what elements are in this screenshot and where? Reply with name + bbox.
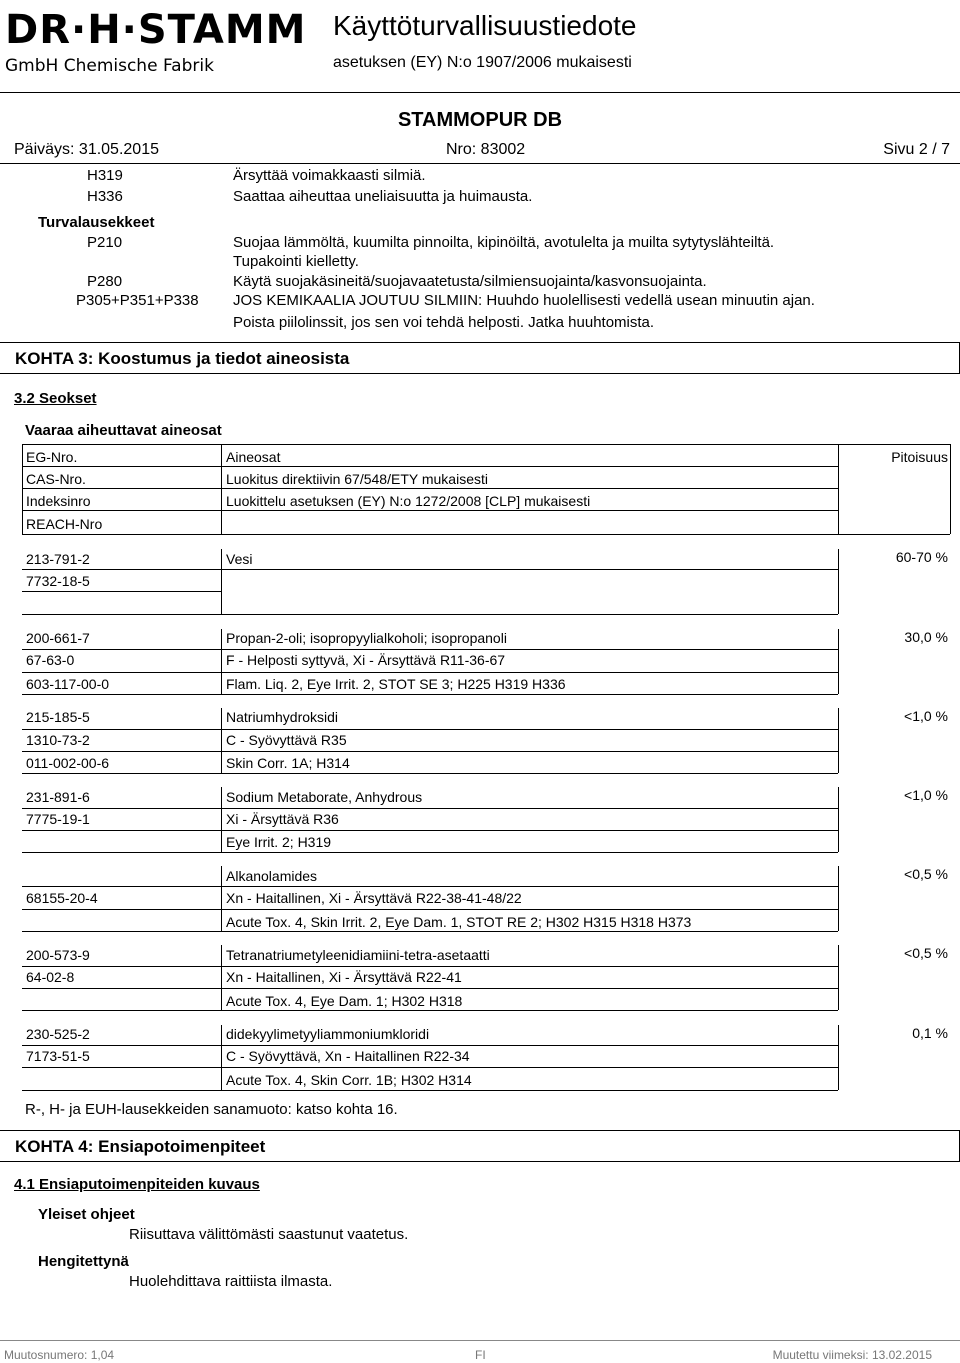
precautionary-text: Tupakointi kielletty.	[233, 253, 359, 270]
row-border	[22, 1090, 838, 1091]
cell-classification-dsd: C - Syövyttävä, Xn - Haitallinen R22-34	[226, 1048, 470, 1064]
cell-classification-dsd: F - Helposti syttyvä, Xi - Ärsyttävä R11-36-67	[226, 652, 506, 668]
meta-divider	[0, 163, 960, 164]
cell-classification-clp: Skin Corr. 1A; H314	[226, 755, 350, 771]
first-aid-text: Riisuttava välittömästi saastunut vaatetus.	[129, 1226, 409, 1243]
cell-ingredient: Natriumhydroksidi	[226, 709, 339, 725]
cell-eg: 200-573-9	[26, 947, 90, 963]
cell-cas: 7775-19-1	[26, 811, 90, 827]
row-border	[838, 1025, 839, 1090]
footer-revision: Muutosnumero: 1,04	[4, 1348, 115, 1362]
cell-amount: <1,0 %	[904, 787, 948, 803]
row-border	[221, 1025, 222, 1090]
row-border	[22, 808, 838, 809]
header-reach-nro: REACH-Nro	[26, 516, 103, 532]
page-indicator: Sivu 2 / 7	[883, 141, 950, 158]
cell-eg: 213-791-2	[26, 551, 90, 567]
cell-amount: <0,5 %	[904, 945, 948, 961]
cell-ingredient: Tetranatriumetyleenidiamiini-tetra-asetaatti	[226, 947, 490, 963]
cell-index: 603-117-00-0	[26, 676, 110, 692]
cell-classification-clp: Acute Tox. 4, Skin Corr. 1B; H302 H314	[226, 1072, 472, 1088]
row-border	[22, 988, 838, 989]
row-border	[22, 931, 838, 932]
row-border	[221, 569, 838, 570]
precautionary-text: JOS KEMIKAALIA JOUTUU SILMIIN: Huuhdo huolellisesti vedellä usean minuutin ajan.	[233, 292, 815, 309]
cell-classification-clp: Acute Tox. 4, Eye Dam. 1; H302 H318	[226, 993, 463, 1009]
cell-amount: <0,5 %	[904, 866, 948, 882]
row-border	[22, 852, 838, 853]
header-divider	[0, 92, 960, 93]
row-border	[22, 1067, 838, 1068]
row-border	[221, 866, 222, 931]
subsection-4-1: 4.1 Ensiaputoimenpiteiden kuvaus	[14, 1176, 260, 1193]
row-border	[22, 1045, 838, 1046]
row-border	[838, 549, 839, 614]
cell-classification-dsd: Xn - Haitallinen, Xi - Ärsyttävä R22-38-41-48/22	[226, 890, 522, 906]
table-border	[22, 488, 838, 489]
cell-amount: 30,0 %	[904, 629, 948, 645]
cell-classification-dsd: C - Syövyttävä R35	[226, 732, 347, 748]
header-eg-nro: EG-Nro.	[26, 449, 78, 465]
cell-classification-clp: Flam. Liq. 2, Eye Irrit. 2, STOT SE 3; H225 H319 H336	[226, 676, 566, 692]
company-logo-subtitle: GmbH Chemische Fabrik	[5, 56, 214, 76]
header-classification-clp: Luokittelu asetuksen (EY) N:o 1272/2008 [CLP] mukaisesti	[226, 493, 591, 509]
product-name: STAMMOPUR DB	[397, 109, 563, 131]
row-border	[221, 945, 222, 1010]
first-aid-text: Huolehdittava raittiista ilmasta.	[129, 1273, 333, 1290]
header-classification-dsd: Luokitus direktiivin 67/548/ETY mukaisesti	[226, 471, 488, 487]
row-border	[22, 569, 221, 570]
footer-language: FI	[475, 1348, 486, 1362]
footer-divider	[0, 1340, 960, 1341]
row-border	[22, 1010, 838, 1011]
footer-modified: Muutettu viimeksi: 13.02.2015	[772, 1348, 932, 1362]
cell-ingredient: Vesi	[226, 551, 253, 567]
document-title: Käyttöturvallisuustiedote	[333, 10, 637, 41]
row-border	[22, 672, 838, 673]
precautionary-label: Turvalausekkeet	[38, 214, 155, 231]
table-border	[22, 466, 838, 467]
precautionary-text: Käytä suojakäsineitä/suojavaatetusta/silmiensuojainta/kasvonsuojainta.	[233, 273, 707, 290]
row-border	[22, 614, 838, 615]
cell-amount: <1,0 %	[904, 708, 948, 724]
table-border	[22, 534, 950, 535]
hazard-code: H336	[87, 188, 123, 205]
row-border	[221, 629, 222, 694]
hazard-text: Saattaa aiheuttaa uneliaisuutta ja huimausta.	[233, 188, 533, 205]
section-4-title: KOHTA 4: Ensiapotoimenpiteet	[15, 1137, 266, 1156]
first-aid-label: Hengitettynä	[38, 1253, 129, 1270]
precautionary-text: Poista piilolinssit, jos sen voi tehdä helposti. Jatka huuhtomista.	[233, 314, 655, 331]
cell-eg: 200-661-7	[26, 630, 90, 646]
header-ingredients: Aineosat	[226, 449, 281, 465]
row-border	[22, 966, 838, 967]
cell-cas: 7173-51-5	[26, 1048, 90, 1064]
cell-eg: 230-525-2	[26, 1026, 90, 1042]
hazard-text: Ärsyttää voimakkaasti silmiä.	[233, 167, 426, 184]
row-border	[838, 629, 839, 694]
cell-index: 011-002-00-6	[26, 755, 110, 771]
cell-ingredient: Propan-2-oli; isopropyylialkoholi; isopropanoli	[226, 630, 507, 646]
cell-classification-dsd: Xi - Ärsyttävä R36	[226, 811, 339, 827]
row-border	[22, 729, 838, 730]
precautionary-code: P280	[87, 273, 123, 290]
wording-note: R-, H- ja EUH-lausekkeiden sanamuoto: katso kohta 16.	[25, 1101, 398, 1118]
section-3-title: KOHTA 3: Koostumus ja tiedot aineosista	[15, 349, 350, 368]
cell-amount: 0,1 %	[912, 1025, 948, 1041]
row-border	[22, 830, 838, 831]
first-aid-label: Yleiset ohjeet	[38, 1206, 135, 1223]
header-amount: Pitoisuus	[891, 449, 948, 465]
cell-eg: 231-891-6	[26, 789, 90, 805]
table-border	[950, 444, 951, 534]
cell-eg: 215-185-5	[26, 709, 90, 725]
row-border	[22, 591, 221, 592]
cell-ingredient: Sodium Metaborate, Anhydrous	[226, 789, 423, 805]
hazard-code: H319	[87, 167, 123, 184]
row-border	[22, 694, 838, 695]
table-border	[22, 444, 950, 445]
header-index-nro: Indeksinro	[26, 493, 91, 509]
row-border	[22, 909, 838, 910]
row-border	[838, 708, 839, 773]
row-border	[221, 787, 222, 852]
document-number: Nro: 83002	[446, 141, 526, 158]
row-border	[838, 866, 839, 931]
table-border	[221, 444, 222, 534]
table-border	[838, 444, 839, 534]
section-4-header	[0, 1130, 960, 1162]
table-border	[22, 510, 838, 511]
cell-ingredient: didekyylimetyyliammoniumkloridi	[226, 1026, 430, 1042]
header-cas-nro: CAS-Nro.	[26, 471, 86, 487]
cell-classification-clp: Eye Irrit. 2; H319	[226, 834, 332, 850]
precautionary-code: P210	[87, 234, 123, 251]
cell-amount: 60-70 %	[895, 549, 948, 565]
row-border	[22, 751, 838, 752]
row-border	[838, 787, 839, 852]
row-border	[22, 649, 838, 650]
cell-cas: 67-63-0	[26, 652, 75, 668]
row-border	[22, 773, 838, 774]
cell-cas: 7732-18-5	[26, 573, 90, 589]
row-border	[221, 549, 222, 614]
precautionary-code: P305+P351+P338	[76, 292, 199, 309]
company-logo: DR·H·STAMM	[5, 7, 307, 53]
cell-ingredient: Alkanolamides	[226, 868, 318, 884]
row-border	[221, 708, 222, 773]
cell-cas: 68155-20-4	[26, 890, 98, 906]
subsection-3-2: 3.2 Seokset	[14, 390, 97, 407]
row-border	[838, 945, 839, 1010]
table-title: Vaaraa aiheuttavat aineosat	[25, 422, 222, 439]
row-border	[22, 886, 838, 887]
document-date: Päiväys: 31.05.2015	[14, 141, 159, 158]
cell-classification-dsd: Xn - Haitallinen, Xi - Ärsyttävä R22-41	[226, 969, 462, 985]
precautionary-text: Suojaa lämmöltä, kuumilta pinnoilta, kipinöiltä, avotulelta ja muilta sytytyslähteiltä.	[233, 234, 775, 251]
table-border	[22, 444, 23, 534]
cell-classification-clp: Acute Tox. 4, Skin Irrit. 2, Eye Dam. 1, STOT RE 2; H302 H315 H318 H373	[226, 914, 692, 930]
cell-cas: 1310-73-2	[26, 732, 90, 748]
document-subtitle: asetuksen (EY) N:o 1907/2006 mukaisesti	[333, 54, 632, 71]
cell-cas: 64-02-8	[26, 969, 75, 985]
section-3-header	[0, 342, 960, 374]
